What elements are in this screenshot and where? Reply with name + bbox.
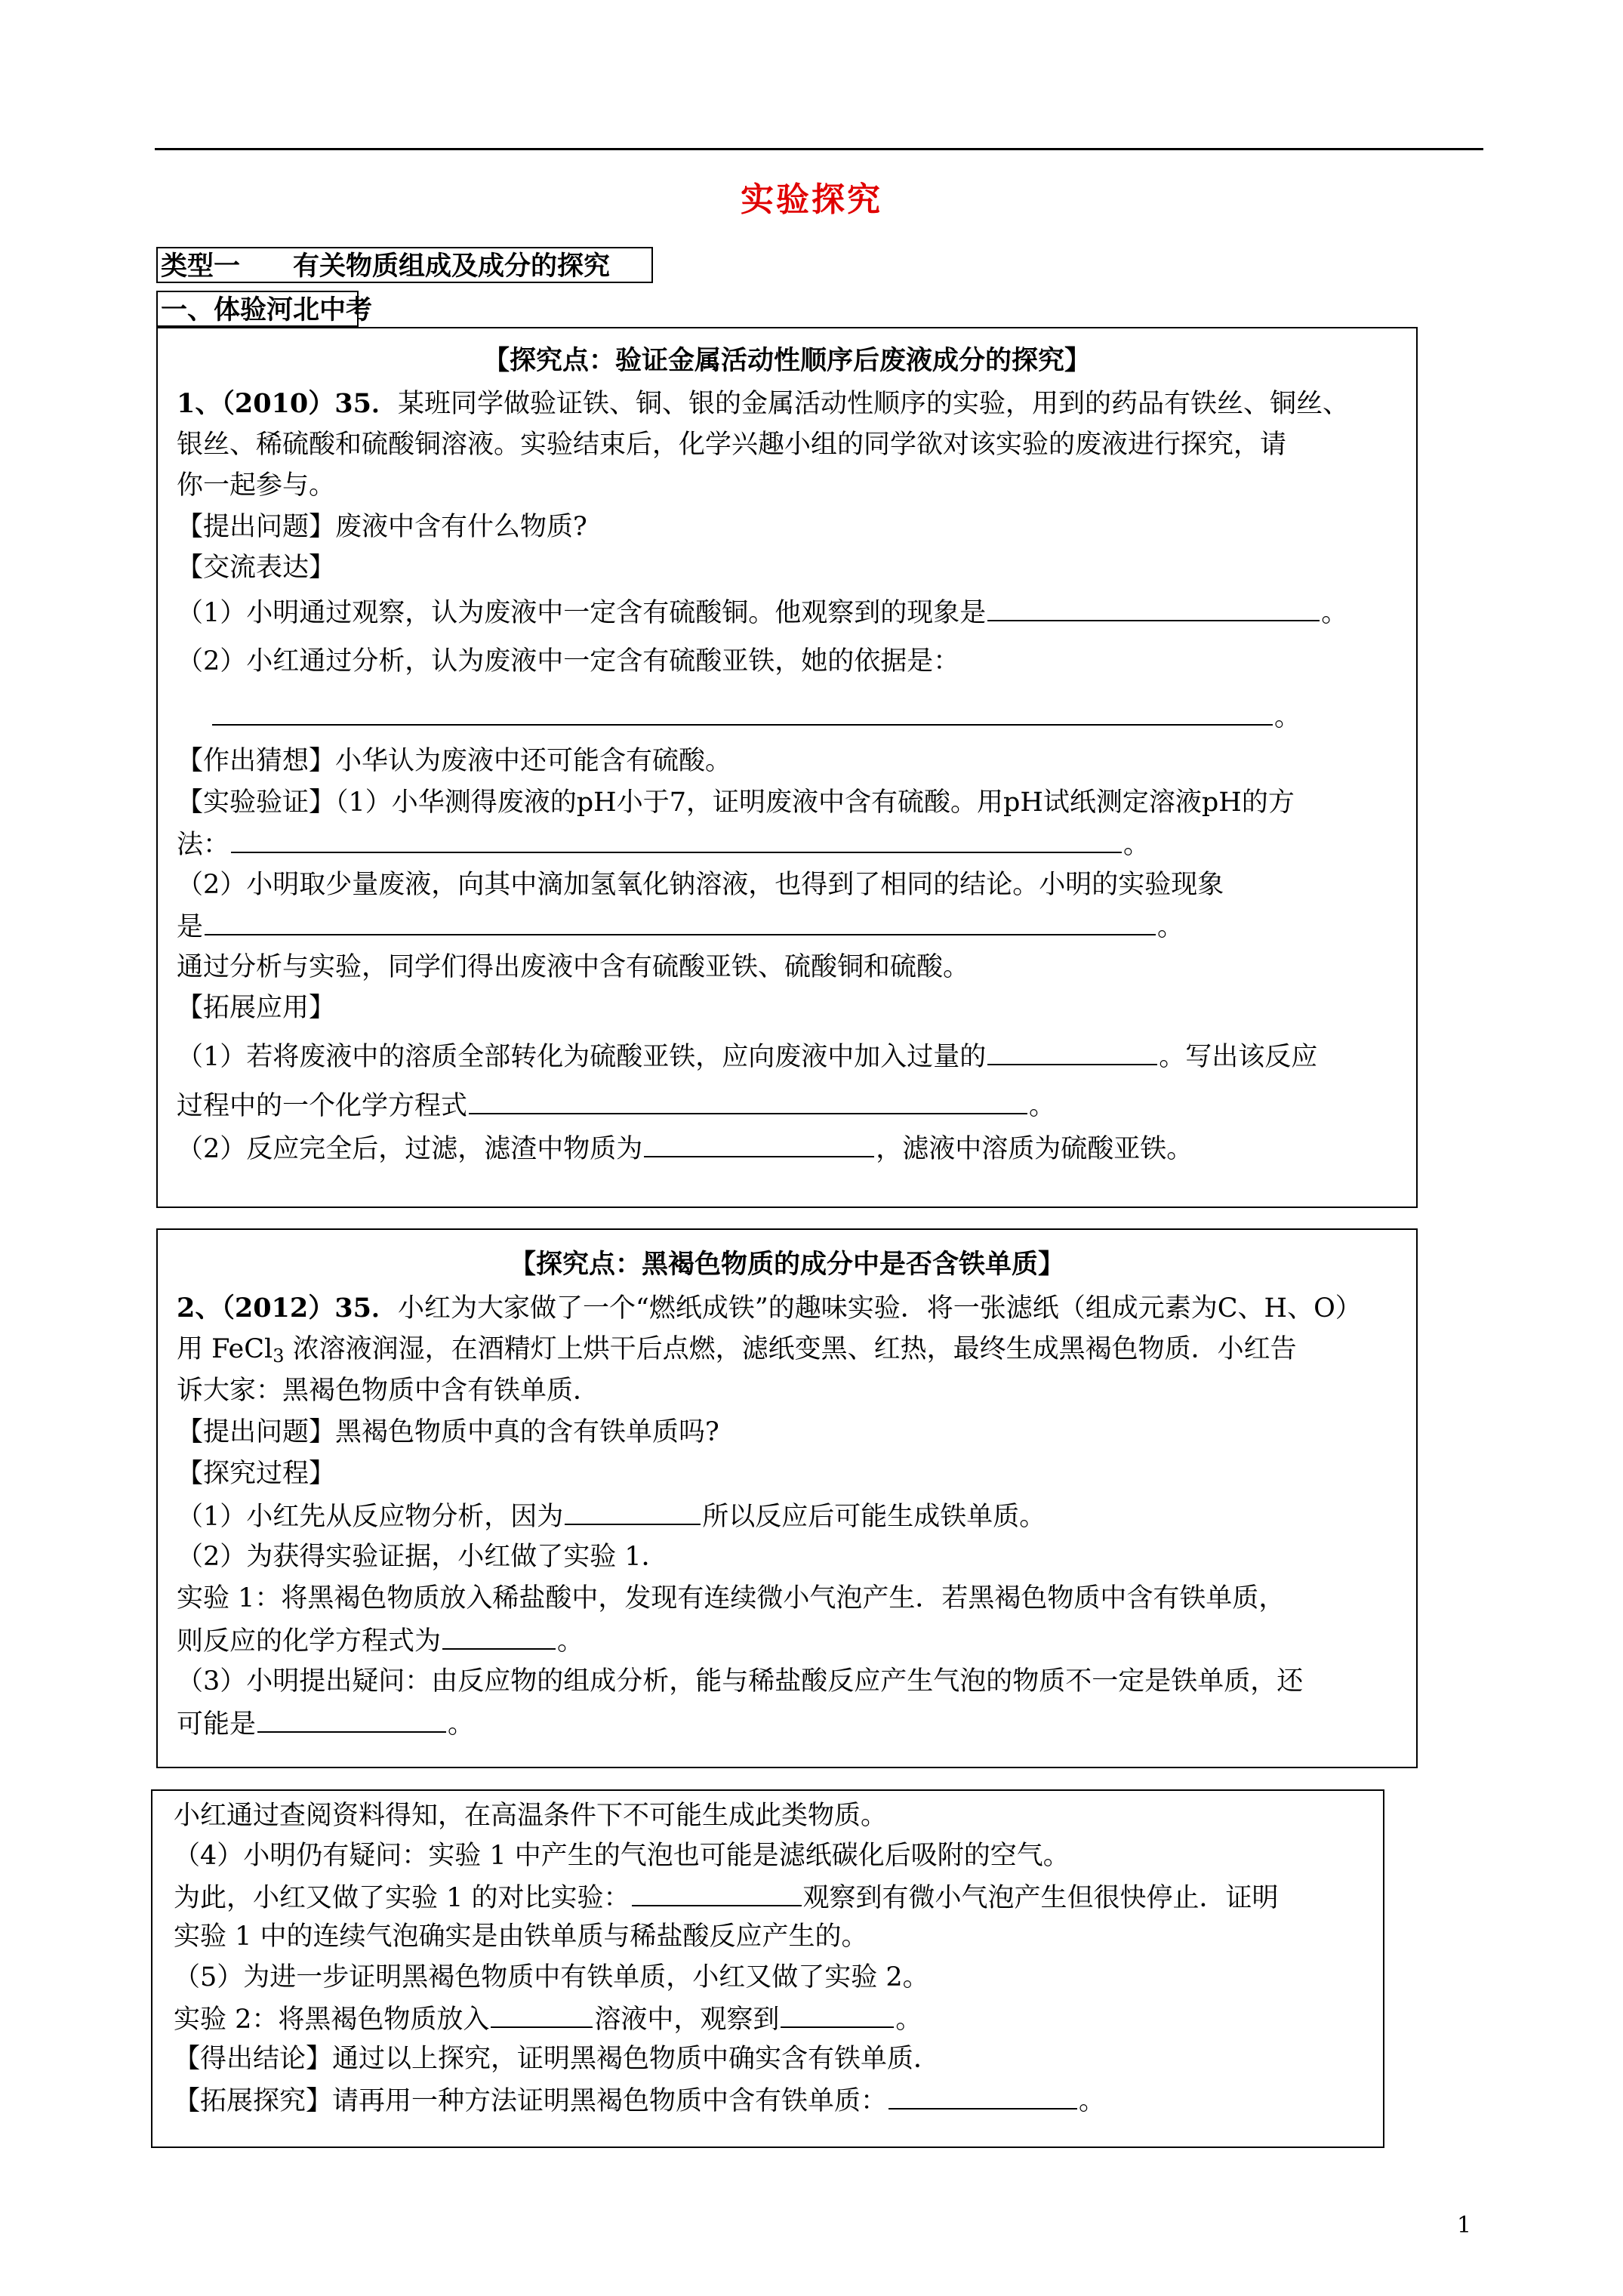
q2-line-11 xyxy=(177,1706,474,1742)
q1-line-13 xyxy=(177,908,1184,945)
q2b-line-5: （5）为进一步证明黑褐色物质中有铁单质，小红又做了实验 2。 xyxy=(174,1962,929,1992)
q2b-line-8 xyxy=(174,2082,1105,2119)
period: 。 xyxy=(895,2005,922,2035)
q2-line-10: （3）小明提出疑问：由反应物的组成分析，能与稀盐酸反应产生气泡的物质不一定是铁单质，还 xyxy=(177,1666,1304,1697)
period: 。 xyxy=(448,1709,475,1740)
q1-line-17 xyxy=(177,1087,1055,1123)
q2-line-2b: 浓溶液润湿，在酒精灯上烘干后点燃，滤纸变黑、红热，最终生成黑褐色物质．小红告 xyxy=(284,1334,1297,1364)
q1-line-15: 【拓展应用】 xyxy=(177,993,336,1023)
q2b-line-6 xyxy=(174,2001,922,2037)
answer-blank[interactable] xyxy=(491,2001,593,2028)
q1-heading: 【探究点：验证金属活动性顺序后废液成分的探究】 xyxy=(482,345,1091,376)
q1-line-17-text: 过程中的一个化学方程式 xyxy=(177,1091,468,1121)
q1-line-8 xyxy=(211,698,1301,735)
period: 。 xyxy=(1079,2086,1106,2116)
answer-blank[interactable] xyxy=(888,2082,1077,2110)
q1-line-6-text: （1）小明通过观察，认为废液中一定含有硫酸铜。他观察到的现象是 xyxy=(177,598,987,628)
section-heading xyxy=(156,291,373,327)
q1-line-10: 【实验验证】（1）小华测得废液的pH小于7，证明废液中含有硫酸。用pH试纸测定溶液pH的方 xyxy=(177,787,1295,818)
q2-line-8: 实验 1：将黑褐色物质放入稀盐酸中，发现有连续微小气泡产生．若黑褐色物质中含有铁单质， xyxy=(177,1583,1286,1613)
q2b-line-7: 【得出结论】通过以上探究，证明黑褐色物质中确实含有铁单质． xyxy=(174,2044,941,2074)
answer-blank[interactable] xyxy=(205,908,1156,935)
q1-line-7: （2）小红通过分析，认为废液中一定含有硫酸亚铁，她的依据是： xyxy=(177,646,960,676)
q2-line-1-text: 小红为大家做了一个“燃纸成铁”的趣味实验．将一张滤纸（组成元素为C、H、O） xyxy=(397,1293,1362,1324)
answer-blank[interactable] xyxy=(644,1130,874,1157)
q1-line-16b: 。写出该反应 xyxy=(1159,1042,1318,1072)
q1-line-18b: ，滤液中溶质为硫酸亚铁。 xyxy=(876,1134,1193,1164)
answer-blank[interactable] xyxy=(987,1038,1157,1065)
period: 。 xyxy=(557,1626,584,1657)
q2b-line-4: 实验 1 中的连续气泡确实是由铁单质与稀盐酸反应产生的。 xyxy=(174,1922,868,1952)
q1-line-18 xyxy=(177,1130,1193,1166)
period: 。 xyxy=(1321,598,1348,628)
answer-blank[interactable] xyxy=(632,1879,802,1906)
question-2-box xyxy=(156,1228,1418,1768)
page-number: 1 xyxy=(1457,2212,1472,2239)
question-2-continued-box xyxy=(151,1789,1384,2148)
q1-line-1-text: 某班同学做验证铁、铜、银的金属活动性顺序的实验，用到的药品有铁丝、铜丝、 xyxy=(397,389,1349,419)
answer-blank[interactable] xyxy=(469,1087,1027,1114)
type-heading xyxy=(156,247,653,283)
q2b-line-3b: 观察到有微小气泡产生但很快停止．证明 xyxy=(802,1883,1279,1913)
q1-line-11 xyxy=(177,826,1150,862)
q2b-line-3a: 为此，小红又做了实验 1 的对比实验： xyxy=(174,1883,630,1913)
q1-line-13-text: 是 xyxy=(177,912,204,942)
q1-line-5: 【交流表达】 xyxy=(177,553,336,583)
q2-line-2a: 用 FeCl xyxy=(177,1334,273,1364)
q2-number: 2、（2012）35． xyxy=(177,1293,398,1324)
q1-line-16a: （1）若将废液中的溶质全部转化为硫酸亚铁，应向废液中加入过量的 xyxy=(177,1042,987,1072)
q1-line-18a: （2）反应完全后，过滤，滤渣中物质为 xyxy=(177,1134,643,1164)
q2b-line-6a: 实验 2：将黑褐色物质放入 xyxy=(174,2005,490,2035)
answer-blank[interactable] xyxy=(565,1498,701,1525)
q1-number: 1、（2010）35． xyxy=(177,388,398,419)
q2b-line-6b: 溶液中，观察到 xyxy=(594,2005,780,2035)
answer-blank[interactable] xyxy=(987,594,1320,621)
q2-line-6a: （1）小红先从反应物分析，因为 xyxy=(177,1502,564,1532)
section-heading-text: 一、体验河北中考 xyxy=(161,294,373,325)
q1-line-3: 你一起参与。 xyxy=(177,470,336,501)
q2-line-11-text: 可能是 xyxy=(177,1709,257,1740)
subscript-3: 3 xyxy=(273,1345,285,1367)
q2b-line-1: 小红通过查阅资料得知，在高温条件下不可能生成此类物质。 xyxy=(174,1801,888,1831)
answer-blank[interactable] xyxy=(781,2001,894,2028)
q2b-line-3 xyxy=(174,1879,1279,1915)
type-heading-text: 类型一 有关物质组成及成分的探究 xyxy=(161,251,611,282)
q1-line-12: （2）小明取少量废液，向其中滴加氢氧化钠溶液，也得到了相同的结论。小明的实验现象 xyxy=(177,870,1224,900)
q2-line-6b: 所以反应后可能生成铁单质。 xyxy=(702,1502,1046,1532)
answer-blank[interactable] xyxy=(257,1706,446,1733)
q2b-line-8-text: 【拓展探究】请再用一种方法证明黑褐色物质中含有铁单质： xyxy=(174,2086,888,2116)
q1-line-4: 【提出问题】废液中含有什么物质? xyxy=(177,512,587,542)
q1-line-6 xyxy=(177,594,1347,630)
q1-line-14: 通过分析与实验，同学们得出废液中含有硫酸亚铁、硫酸铜和硫酸。 xyxy=(177,952,970,982)
period: 。 xyxy=(1157,912,1184,942)
answer-blank[interactable] xyxy=(212,698,1273,726)
q1-line-9: 【作出猜想】小华认为废液中还可能含有硫酸。 xyxy=(177,746,732,776)
q2-line-5: 【探究过程】 xyxy=(177,1459,336,1489)
q2-heading: 【探究点：黑褐色物质的成分中是否含铁单质】 xyxy=(509,1249,1064,1280)
answer-blank[interactable] xyxy=(231,826,1122,853)
question-1-box xyxy=(156,327,1418,1208)
q1-line-16 xyxy=(177,1038,1317,1074)
q2-line-1 xyxy=(177,1291,1362,1326)
q2-line-9 xyxy=(177,1623,584,1659)
page-title: 实验探究 xyxy=(741,180,882,219)
q2b-line-2: （4）小明仍有疑问：实验 1 中产生的气泡也可能是滤纸碳化后吸附的空气。 xyxy=(174,1841,1070,1871)
q2-line-7: （2）为获得实验证据，小红做了实验 1． xyxy=(177,1542,668,1572)
q2-line-4: 【提出问题】黑褐色物质中真的含有铁单质吗? xyxy=(177,1417,719,1447)
q2-line-2 xyxy=(177,1332,1297,1373)
period: 。 xyxy=(1274,702,1301,732)
q2-line-9-text: 则反应的化学方程式为 xyxy=(177,1626,442,1657)
q1-line-2: 银丝、稀硫酸和硫酸铜溶液。实验结束后，化学兴趣小组的同学欲对该实验的废液进行探究，请 xyxy=(177,430,1287,460)
answer-blank[interactable] xyxy=(442,1623,556,1650)
period: 。 xyxy=(1123,830,1150,860)
period: 。 xyxy=(1029,1091,1056,1121)
top-rule xyxy=(155,148,1483,150)
q2-line-3: 诉大家：黑褐色物质中含有铁单质． xyxy=(177,1376,600,1406)
q1-line-11-text: 法： xyxy=(177,830,230,860)
q1-line-1 xyxy=(177,387,1349,421)
q2-line-6 xyxy=(177,1498,1046,1534)
